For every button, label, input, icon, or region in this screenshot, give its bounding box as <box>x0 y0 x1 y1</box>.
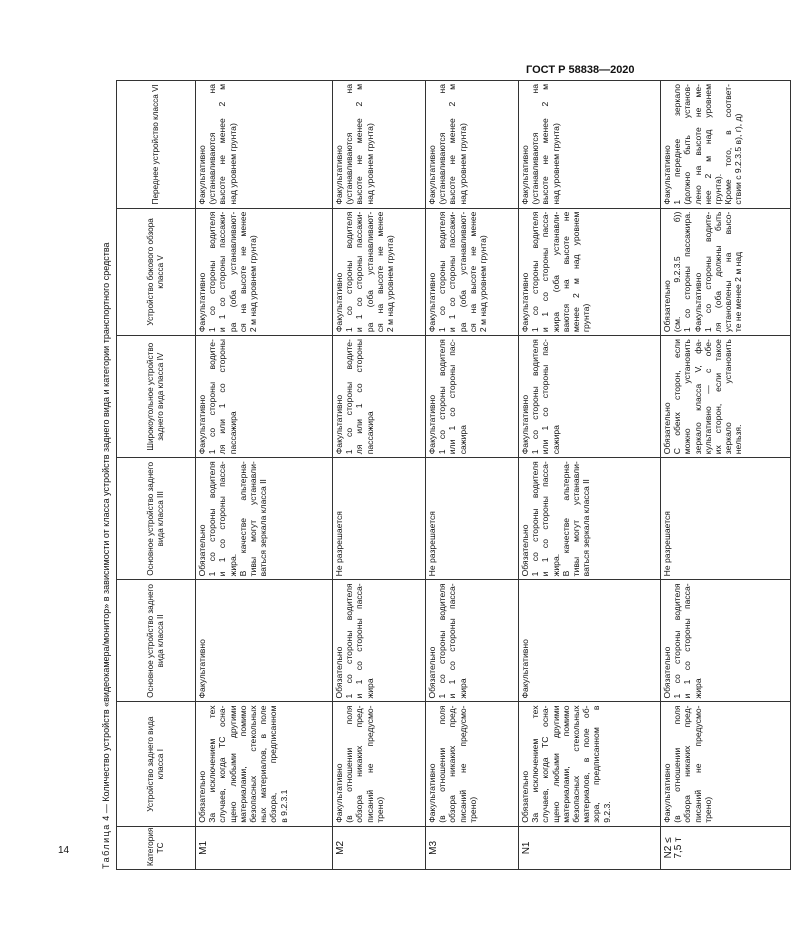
cell-line: Обязательно <box>662 646 672 699</box>
cell-line: Обязательно <box>662 402 672 455</box>
cell-line: ся на высоте не менее <box>237 211 248 333</box>
cell-line: ных материалов, в поле <box>258 705 269 823</box>
cell-line: Факультативно <box>427 394 437 455</box>
cell-line: Факультативно <box>334 763 344 823</box>
cell-line: писаний не предусмо- <box>364 705 375 823</box>
cell-line: Обязательно <box>520 770 530 823</box>
cell-line: над уровнем грунта) <box>550 123 561 205</box>
cell-line: или 1 со стороны пас- <box>540 339 551 455</box>
table-cell <box>333 458 426 580</box>
cell-line: (в отношении поля <box>344 705 355 823</box>
cell-line: ваются на высоте не <box>560 211 571 333</box>
cell-line: Факультативно <box>427 763 437 823</box>
cell-line: над уровнем грунта) <box>457 123 468 205</box>
cell-line: щено любыми другими <box>550 705 561 823</box>
cell-line: высоте не менее 2 м <box>447 84 458 205</box>
cell-line: те не менее 2 м над <box>733 251 744 333</box>
table-cell <box>333 336 426 458</box>
cell-line: культативно — с обе- <box>702 339 713 455</box>
cell-line: и 1 со стороны пассажи- <box>217 211 228 333</box>
cell-line: Не разрешается <box>427 511 437 577</box>
table-row <box>333 81 426 870</box>
cell-line: В качестве альтерна- <box>560 461 571 577</box>
cell-line: Обязательно <box>334 646 344 699</box>
cell-line: ра (оба устанавливают- <box>364 211 375 333</box>
table-cell <box>519 208 661 336</box>
cell-line: 1 со стороны водителя <box>437 339 448 455</box>
cell-line: (устанавливаются на <box>344 84 355 205</box>
cell-line: 1 со стороны водителя <box>437 583 448 699</box>
table-cell <box>426 702 519 826</box>
cell-line: высоте не менее 2 м <box>217 84 228 205</box>
cell-line: жира (оба устанавли- <box>550 211 561 333</box>
cell-line: 1 со стороны водителя <box>530 461 541 577</box>
cell-line: 1 со стороны водителя <box>672 583 683 699</box>
cell-line: безопасных стекольных <box>248 705 259 823</box>
cell-line: 1 со стороны водителя <box>437 211 448 333</box>
cell-line: высоте не менее 2 м <box>540 84 551 205</box>
table-cell <box>196 702 333 826</box>
table-cell <box>196 458 333 580</box>
cell-line: 1 со стороны водителя <box>344 583 355 699</box>
cell-line: Факультативно <box>427 272 437 333</box>
table-row <box>426 81 519 870</box>
col-header-class-iii: Основное устройство заднего вида класса III <box>117 458 196 580</box>
cell-line: 1 со стороны водителя <box>207 211 218 333</box>
cell-line: Факультативно <box>197 394 207 455</box>
cell-line: Факультативно <box>520 639 530 699</box>
vehicle-category-cell: M1 <box>196 826 333 869</box>
table-row <box>519 81 661 870</box>
col-header-class-vi: Переднее устройство класса VI <box>117 81 196 209</box>
cell-line: (устанавливаются на <box>437 84 448 205</box>
cell-line: грунта) <box>581 303 592 333</box>
cell-line: и 1 со стороны пасса- <box>682 583 693 699</box>
cell-line: над уровнем грунта) <box>364 123 375 205</box>
cell-line: ваться зеркала класса II <box>258 479 269 577</box>
table-cell <box>426 208 519 336</box>
cell-line: Факультативно <box>520 272 530 333</box>
table-cell <box>333 702 426 826</box>
cell-line: трено) <box>374 796 385 823</box>
cell-line: тивы могут устанавли- <box>248 461 259 577</box>
cell-line: обзора, предписанном <box>268 705 279 823</box>
cell-line: 1 со стороны водите- <box>344 339 355 455</box>
cell-line: Факультативно <box>692 272 703 333</box>
col-header-category: Категория ТС <box>117 826 196 869</box>
table-cell <box>661 336 791 458</box>
cell-line: 9.2.3. <box>601 801 612 823</box>
table-row <box>196 81 333 870</box>
table-cell <box>426 458 519 580</box>
cell-line: ра (оба устанавливают- <box>457 211 468 333</box>
cell-line: случаев, когда ТС осна- <box>540 705 551 823</box>
table-cell <box>196 208 333 336</box>
cell-line: установлены на высо- <box>723 211 734 333</box>
table-cell <box>196 336 333 458</box>
table-cell <box>196 580 333 702</box>
cell-line: ля или 1 со стороны <box>354 339 365 455</box>
table-cell <box>519 336 661 458</box>
cell-line: и 1 со стороны пассажи- <box>447 211 458 333</box>
cell-line: и 1 со стороны пассажи- <box>354 211 365 333</box>
cell-line: 1 со стороны водителя <box>530 339 541 455</box>
table-header-row <box>117 81 196 870</box>
cell-line: нельзя. <box>733 424 744 455</box>
cell-line: зеркало установить <box>723 339 734 455</box>
cell-line: и 1 со стороны пасса- <box>354 583 365 699</box>
cell-line: Обязательно <box>427 646 437 699</box>
cell-line: Факультативно <box>197 145 207 205</box>
cell-line: и 1 со стороны пасса- <box>540 211 551 333</box>
cell-line: 2 м над уровнем грунта) <box>385 235 396 333</box>
cell-line: пассажира <box>364 411 375 455</box>
cell-line: над уровнем грунта) <box>227 123 238 205</box>
cell-line: трено) <box>702 796 713 823</box>
cell-line: (должно быть установ- <box>682 84 693 205</box>
table-cell <box>661 580 791 702</box>
cell-line: зеркало класса V, фа- <box>692 339 703 455</box>
cell-line: сажира <box>550 425 561 455</box>
table-cell <box>661 702 791 826</box>
cell-line: Обязательно <box>662 280 672 333</box>
cell-line: лено на высоте не ме- <box>692 84 703 205</box>
cell-line: 1 со стороны водителя <box>207 461 218 577</box>
cell-line: ля или 1 со стороны <box>217 339 228 455</box>
cell-line: (см. 9.2.3.5 б)) <box>672 211 683 333</box>
cell-line: случаев, когда ТС осна- <box>217 705 228 823</box>
cell-line: (устанавливаются на <box>207 84 218 205</box>
cell-line: жира <box>457 678 468 699</box>
cell-line: 1 со стороны пассажира. <box>682 211 693 333</box>
cell-line: Факультативно <box>520 394 530 455</box>
cell-line: сажира <box>457 425 468 455</box>
cell-line: можно установить <box>682 339 693 455</box>
table-cell <box>426 336 519 458</box>
cell-line: Факультативно <box>520 145 530 205</box>
cell-line: нее 2 м над уровнем <box>702 84 713 205</box>
cell-line: За исключением тех <box>530 705 541 823</box>
cell-line: трено) <box>467 796 478 823</box>
cell-line: материалами, помимо <box>237 705 248 823</box>
cell-line: или 1 со стороны пас- <box>447 339 458 455</box>
cell-line: За исключением тех <box>207 705 218 823</box>
cell-line: жира <box>364 678 375 699</box>
cell-line: 1 со стороны водите- <box>702 211 713 333</box>
cell-line: писаний не предусмо- <box>692 705 703 823</box>
cell-line: ся на высоте не менее <box>374 211 385 333</box>
cell-line: Факультативно <box>334 394 344 455</box>
table-cell <box>426 81 519 209</box>
cell-line: Не разрешается <box>662 511 672 577</box>
table-cell <box>426 580 519 702</box>
cell-line: С обеих сторон, если <box>672 339 683 455</box>
table-cell <box>333 81 426 209</box>
cell-line: менее 2 м над уровнем <box>571 211 582 333</box>
vehicle-category-cell: N1 <box>519 826 661 869</box>
cell-line: ся на высоте не менее <box>467 211 478 333</box>
vehicle-category-cell: M2 <box>333 826 426 869</box>
cell-line: ля (оба должны быть <box>713 211 724 333</box>
cell-line: и 1 со стороны пасса- <box>540 461 551 577</box>
cell-line: в 9.2.3.1 <box>278 789 289 823</box>
cell-line: их сторон, если такое <box>713 339 724 455</box>
cell-line: ствии с 9.2.3.5 в), г), д) <box>733 113 744 205</box>
cell-line: ра (оба устанавливают- <box>227 211 238 333</box>
cell-line: (в отношении поля <box>672 705 683 823</box>
table-cell <box>519 702 661 826</box>
cell-line: грунта). <box>713 173 724 205</box>
vehicle-category-cell: N2 ≤ 7,5 т <box>661 826 791 869</box>
col-header-class-ii: Основное устройство заднего вида класса II <box>117 580 196 702</box>
cell-line: (устанавливаются на <box>530 84 541 205</box>
cell-line: 1 со стороны водителя <box>344 211 355 333</box>
cell-line: зора, предписанном в <box>591 705 602 823</box>
table-row <box>661 81 791 870</box>
page-number: 14 <box>58 845 70 856</box>
cell-line: Факультативно <box>662 145 672 205</box>
cell-line: обзора никаких пред- <box>447 705 458 823</box>
table-caption-text: 4 — Количество устройств «видеокамера/монитор» в зависимости от класса устройств заднего вида и категории транспортного средства <box>101 242 111 821</box>
cell-line: обзора никаких пред- <box>354 705 365 823</box>
table-caption-label: Таблица <box>101 823 111 869</box>
cell-line: материалами, помимо <box>560 705 571 823</box>
cell-line: пассажира <box>227 411 238 455</box>
cell-line: 2 м над уровнем грунта) <box>248 235 259 333</box>
cell-line: обзора никаких пред- <box>682 705 693 823</box>
col-header-class-i: Устройство заднего вида класса I <box>117 702 196 826</box>
cell-line: Факультативно <box>197 639 207 699</box>
cell-line: жира <box>692 678 703 699</box>
cell-line: щено любыми другими <box>227 705 238 823</box>
table-caption <box>96 80 116 870</box>
cell-line: писаний не предусмо- <box>457 705 468 823</box>
table-cell <box>519 580 661 702</box>
cell-line: ваться зеркала класса II <box>581 479 592 577</box>
cell-line: Кроме того, в соответ- <box>723 84 734 205</box>
cell-line: Факультативно <box>197 272 207 333</box>
table-cell <box>196 81 333 209</box>
cell-line: жира. <box>227 553 238 577</box>
document-id: ГОСТ Р 58838—2020 <box>526 64 635 76</box>
cell-line: Обязательно <box>197 770 207 823</box>
cell-line: тивы могут устанавли- <box>571 461 582 577</box>
cell-line: безопасных стекольных <box>571 705 582 823</box>
cell-line: В качестве альтерна- <box>237 461 248 577</box>
col-header-class-iv: Широкоугольное устройство заднего вида класса IV <box>117 336 196 458</box>
cell-line: 2 м над уровнем грунта) <box>478 235 489 333</box>
rotated-table-block <box>96 80 744 870</box>
cell-line: жира. <box>550 553 561 577</box>
vehicle-category-cell: M3 <box>426 826 519 869</box>
cell-line: Факультативно <box>334 272 344 333</box>
cell-line: Факультативно <box>427 145 437 205</box>
table-cell <box>519 81 661 209</box>
cell-line: 1 со стороны водителя <box>530 211 541 333</box>
cell-line: 1 переднее зеркало <box>672 84 683 205</box>
cell-line: 1 со стороны водите- <box>207 339 218 455</box>
cell-line: Обязательно <box>197 524 207 577</box>
cell-line: Не разрешается <box>334 511 344 577</box>
table-cell <box>333 580 426 702</box>
cell-line: Факультативно <box>334 145 344 205</box>
table-cell <box>519 458 661 580</box>
cell-line: материалов, в поле об- <box>581 705 592 823</box>
cell-line: Факультативно <box>662 763 672 823</box>
cell-line: Обязательно <box>520 524 530 577</box>
cell-line: и 1 со стороны пасса- <box>217 461 228 577</box>
cell-line: и 1 со стороны пасса- <box>447 583 458 699</box>
col-header-class-v: Устройство бокового обзора класса V <box>117 208 196 336</box>
cell-line: (в отношении поля <box>437 705 448 823</box>
table-cell <box>333 208 426 336</box>
cell-line: высоте не менее 2 м <box>354 84 365 205</box>
table-cell <box>661 208 791 336</box>
table-cell <box>661 81 791 209</box>
vehicle-mirror-table <box>116 80 791 870</box>
table-cell <box>661 458 791 580</box>
